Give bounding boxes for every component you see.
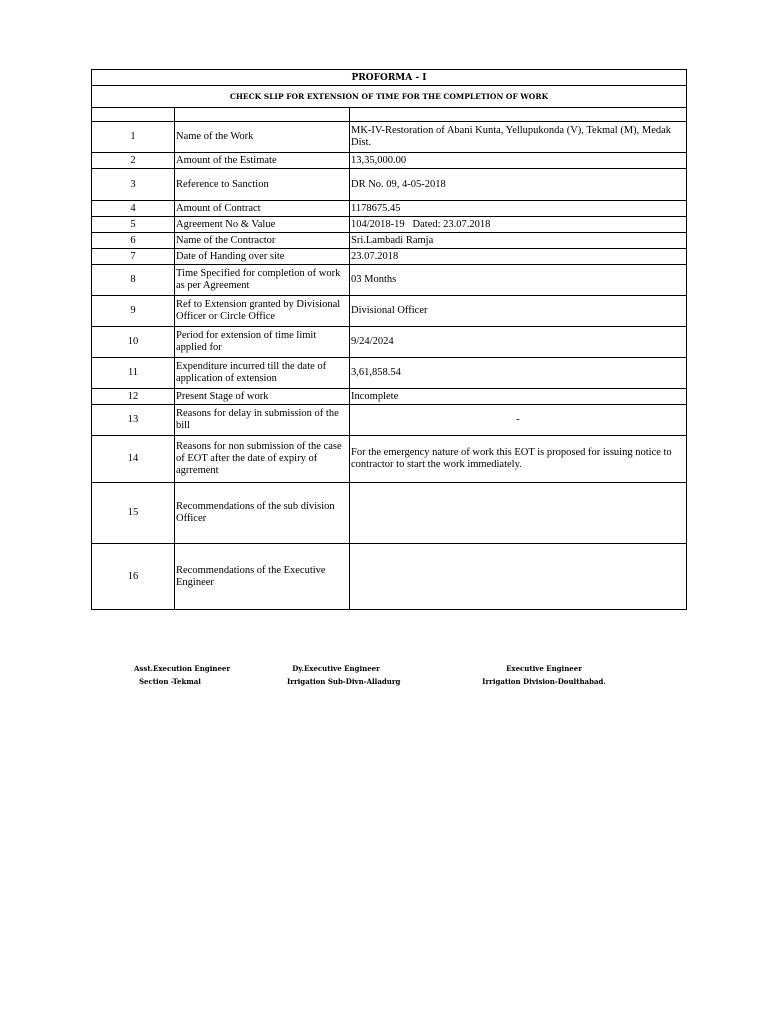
row-label: Date of Handing over site [175,249,350,265]
row-number: 10 [92,327,175,358]
row-label: Amount of Contract [175,201,350,217]
row-label: Reasons for non submission of the case of EOT after the date of expiry of agrrement [175,436,350,483]
row-number: 9 [92,296,175,327]
row-label: Name of the Work [175,122,350,153]
signature-block-asst-engineer [134,662,230,688]
row-value: MK-IV-Restoration of Abani Kunta, Yellupukonda (V), Tekmal (M), Medak Dist. [350,122,687,153]
table-row [92,327,687,358]
proforma-title: PROFORMA - I [92,70,687,86]
row-label: Reference to Sanction [175,169,350,201]
row-value: 13,35,000.00 [350,153,687,169]
row-value: - [350,405,687,436]
row-label: Amount of the Estimate [175,153,350,169]
row-label: Present Stage of work [175,389,350,405]
row-number: 13 [92,405,175,436]
table-row [92,201,687,217]
proforma-table [91,69,687,610]
table-row [92,169,687,201]
row-number: 15 [92,483,175,544]
signature-title: Asst.Execution Engineer [134,664,231,673]
table-row [92,122,687,153]
table-row [92,405,687,436]
signature-title: Executive Engineer [506,664,582,673]
row-number: 7 [92,249,175,265]
row-value: DR No. 09, 4-05-2018 [350,169,687,201]
table-row [92,436,687,483]
row-value: 23.07.2018 [350,249,687,265]
row-value: Sri.Lambadi Ramja [350,233,687,249]
signature-block-dy-engineer [287,662,401,688]
row-value: For the emergency nature of work this EOT is proposed for issuing notice to contractor to start the work immediately. [350,436,687,483]
row-label: Period for extension of time limit applied for [175,327,350,358]
table-row [92,483,687,544]
row-value: Divisional Officer [350,296,687,327]
row-value: 3,61,858.54 [350,358,687,389]
row-label: Time Specified for completion of work as per Agreement [175,265,350,296]
table-row [92,265,687,296]
row-value: Incomplete [350,389,687,405]
signature-title: Dy.Executive Engineer [292,664,380,673]
row-label: Reasons for delay in submission of the bill [175,405,350,436]
row-label: Agreement No & Value [175,217,350,233]
row-value: 9/24/2024 [350,327,687,358]
signature-office: Irrigation Sub-Divn-Alladurg [287,677,401,686]
table-row [92,544,687,610]
table-row [92,249,687,265]
table-row [92,217,687,233]
row-value [350,483,687,544]
row-value: 1178675.45 [350,201,687,217]
spacer-row [92,108,687,122]
row-label: Name of the Contractor [175,233,350,249]
table-row [92,389,687,405]
row-label: Recommendations of the sub division Officer [175,483,350,544]
row-number: 16 [92,544,175,610]
row-value: 104/2018-19 Dated: 23.07.2018 [350,217,687,233]
row-number: 2 [92,153,175,169]
proforma-subtitle: CHECK SLIP FOR EXTENSION OF TIME FOR THE COMPLETION OF WORK [92,86,687,108]
row-value [350,544,687,610]
row-number: 12 [92,389,175,405]
row-label: Ref to Extension granted by Divisional Officer or Circle Office [175,296,350,327]
signature-block-executive-engineer [482,662,606,688]
table-row [92,358,687,389]
row-value: 03 Months [350,265,687,296]
row-number: 14 [92,436,175,483]
signature-office: Section -Tekmal [139,677,201,686]
table-row [92,153,687,169]
row-number: 4 [92,201,175,217]
signature-office: Irrigation Division-Doulthabad. [482,677,606,686]
row-label: Expenditure incurred till the date of application of extension [175,358,350,389]
table-row [92,233,687,249]
row-label: Recommendations of the Executive Engineer [175,544,350,610]
row-number: 11 [92,358,175,389]
row-number: 5 [92,217,175,233]
row-number: 3 [92,169,175,201]
row-number: 6 [92,233,175,249]
row-number: 1 [92,122,175,153]
table-row [92,296,687,327]
row-number: 8 [92,265,175,296]
